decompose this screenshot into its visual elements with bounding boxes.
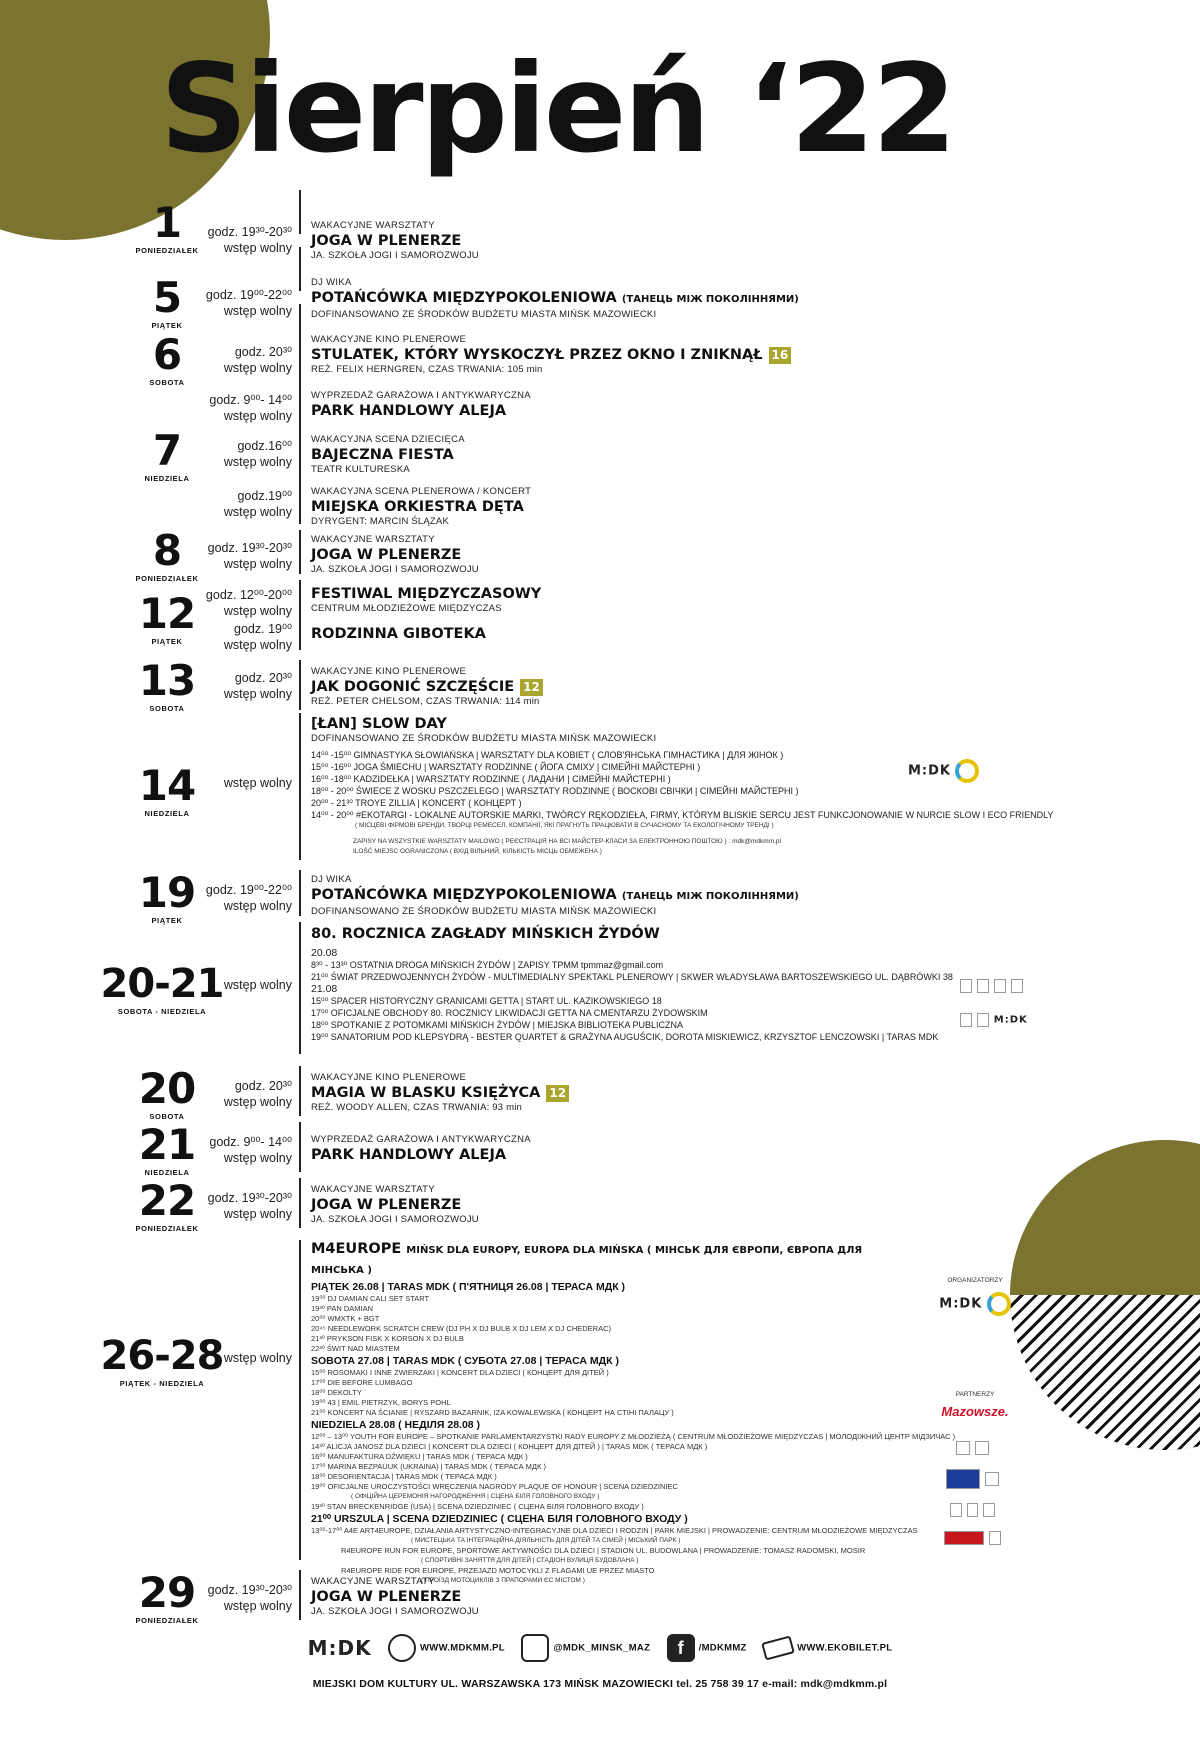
schedule-line: 17⁰⁰ MARINA BEZPAUUK (UKRAINA) | TARAS MDK ( ТЕРАСА МДК ) — [311, 1462, 546, 1471]
separator-line — [299, 530, 301, 574]
schedule-line: 18⁰⁰ SPOTKANIE Z POTOMKAMI MIŃSKICH ŻYDÓW | MIEJSKA BIBLIOTEKA PUBLICZNA — [311, 1020, 683, 1030]
schedule-line: 18⁰⁰ DESORIENTACJA | TARAS MDK ( ТЕРАСА МДК ) — [311, 1472, 497, 1481]
event-title: M4EUROPE MIŃSK DLA EUROPY, EUROPA DLA MIŃSKA ( МІНСЬК ДЛЯ ЄВРОПИ, ЄВРОПА ДЛЯ МІНСЬКА ) — [311, 1241, 863, 1276]
sponsor-logos — [908, 759, 979, 783]
event-time: wstęp wolny — [223, 776, 292, 790]
partner-logos — [960, 1011, 1110, 1029]
partners-label: PARTNERZY — [955, 1391, 995, 1398]
day-number: 22 — [138, 1176, 196, 1225]
event-info — [311, 334, 1071, 376]
day-label — [97, 1335, 227, 1388]
event-title: PARK HANDLOWY ALEJA — [311, 403, 507, 419]
event-title: POTAŃCÓWKA MIĘDZYPOKOLENIOWA (ТАНЕЦЬ МІЖ ПОКОЛІННЯМИ) — [311, 290, 799, 306]
mdk-logo: M:DK — [993, 1014, 1028, 1026]
separator-line — [299, 304, 301, 524]
separator-line — [299, 580, 301, 650]
age-rating-badge: 12 — [520, 679, 543, 696]
event-subtitle: TEATR KULTURESKA — [311, 464, 410, 475]
date-heading: 20.08 — [311, 947, 338, 959]
event-info — [311, 277, 1071, 321]
event-title: RODZINNA GIBOTEKA — [311, 626, 486, 642]
event-info — [311, 925, 1071, 1043]
day-number: 19 — [138, 868, 196, 917]
day-heading: 21⁰⁰ URSZULA | SCENA DZIEDZINIEC ( СЦЕНА БІЛЯ ГОЛОВНОГО ВХОДУ ) — [311, 1513, 688, 1525]
event-category: DJ WIKA — [311, 277, 352, 288]
day-number: 13 — [138, 656, 196, 705]
event-info — [311, 585, 1071, 615]
event-subtitle: JA. SZKOŁA JOGI I SAMOROZWOJU — [311, 250, 479, 261]
schedule-line: 22³⁰ ŚWIT NAD MIASTEM — [311, 1344, 400, 1353]
event-time: godz. 20³⁰ wstęp wolny — [223, 671, 292, 701]
event-title: JAK DOGONIĆ SZCZĘŚCIE 12 — [311, 678, 1071, 696]
partner-logo — [989, 1531, 1001, 1545]
day-name: PIĄTEK — [151, 916, 183, 925]
event-time: godz. 19⁰⁰-22⁰⁰ wstęp wolny — [205, 883, 292, 913]
event-time: godz. 19³⁰-20³⁰ wstęp wolny — [207, 1191, 292, 1221]
event-category: WAKACYJNA SCENA PLENEROWA / KONCERT — [311, 486, 532, 497]
event-time: godz. 19⁰⁰-22⁰⁰ wstęp wolny — [205, 288, 292, 318]
event-title: STULATEK, KTÓRY WYSKOCZYŁ PRZEZ OKNO I ZNIKNĄŁ 16 — [311, 346, 1071, 364]
schedule-line: 14⁰⁰ - 20⁰⁰ #EKOTARGI - LOKALNE AUTORSKIE MARKI, TWÓRCY RĘKODZIEŁA, FIRMY, KTÓRYM BLISKIE SERCU JEST FUNKCJONOWANIE W NURCIE SLOW I ECO FRIENDLY — [311, 810, 1054, 820]
facebook-icon: f — [667, 1634, 695, 1662]
day-number: 12 — [138, 589, 196, 638]
schedule-line: 19⁰⁰ 43 | EMIL PIETRZYK, BORYS POHL — [311, 1398, 451, 1407]
tickets-link[interactable]: WWW.EKOBILET.PL — [797, 1642, 893, 1654]
schedule-line: 20⁰⁰ - 21³⁰ TROYE ZILLIA | KONCERT ( КОНЦЕРТ ) — [311, 798, 522, 808]
day-number: 21 — [138, 1120, 196, 1169]
mdk-logo: M:DK — [939, 1296, 983, 1312]
day-number: 8 — [152, 526, 182, 575]
separator-line — [299, 1178, 301, 1228]
event-title: JOGA W PLENERZE — [311, 1589, 462, 1605]
mdk-logo: M:DK — [307, 1636, 372, 1660]
mazowsze-logo: Mazowsze. — [941, 1404, 1009, 1419]
instagram-link[interactable]: @MDK_MINSK_MAZ — [553, 1642, 651, 1654]
event-time: godz.16⁰⁰ wstęp wolny — [223, 439, 292, 469]
event-title: FESTIWAL MIĘDZYCZASOWY — [311, 586, 542, 602]
day-name: SOBOTA — [149, 1112, 185, 1121]
partner-logo — [994, 979, 1006, 993]
event-subtitle: REŻ. PETER CHELSOM, CZAS TRWANIA: 114 min — [311, 696, 540, 707]
separator-line — [299, 870, 301, 916]
partners-block — [920, 1390, 1030, 1547]
event-category: WYPRZEDAŻ GARAŻOWA I ANTYKWARYCZNA — [311, 390, 531, 401]
day-label — [97, 1064, 237, 1121]
footer-links — [0, 1634, 1200, 1662]
translation-note: ( МІСЦЕВІ ФІРМОВІ БРЕНДИ, ТВОРЦІ РЕМЕСЕЛ, КОМПАНІЇ, ЯКІ ПРАГНУТЬ ПРАЦЮВАТИ В СУЧАСНОМУ ТА ЕКОЛОГІЧНОМУ ТРЕНДІ ) — [355, 822, 774, 829]
partner-logo — [977, 1013, 989, 1027]
schedule-line: 20⁴⁵ NEEDLEWORK SCRATCH CREW (DJ PH X DJ BULB X DJ LEM X DJ CHEDERAC) — [311, 1324, 611, 1333]
schedule-line: 18⁰⁰ DEKOLTY — [311, 1388, 362, 1397]
event-info — [311, 1134, 1071, 1164]
event-subtitle: DOFINANSOWANO ZE ŚRODKÓW BUDŻETU MIASTA MIŃSK MAZOWIECKI — [311, 309, 657, 320]
day-label — [97, 761, 237, 818]
age-rating-badge: 12 — [546, 1085, 569, 1102]
partner-logo — [977, 979, 989, 993]
separator-line — [299, 713, 301, 860]
partner-logo — [950, 1503, 962, 1517]
day-heading: SOBOTA 27.08 | TARAS MDK ( СУБОТА 27.08 | ТЕРАСА МДК ) — [311, 1355, 619, 1367]
day-name: PONIEDZIAŁEK — [135, 1616, 199, 1625]
event-title: BAJECZNA FIESTA — [311, 447, 454, 463]
event-time: godz. 9⁰⁰- 14⁰⁰ wstęp wolny — [209, 393, 292, 423]
day-name: SOBOTA — [149, 378, 185, 387]
event-category: WAKACYJNE WARSZTATY — [311, 1184, 435, 1195]
separator-line — [299, 660, 301, 710]
decor-stripes — [1010, 1295, 1200, 1450]
day-label — [97, 963, 227, 1016]
partner-logo — [960, 979, 972, 993]
day-label — [97, 330, 237, 387]
event-info — [311, 220, 1071, 262]
day-name: NIEDZIELA — [144, 809, 190, 818]
day-name: SOBOTA - NIEDZIELA — [117, 1007, 207, 1016]
event-info — [311, 625, 1071, 643]
city-logo — [955, 759, 979, 783]
partner-logo-row — [920, 1501, 1030, 1519]
separator-line — [299, 1066, 301, 1116]
event-category: WAKACYJNA SCENA DZIECIĘCA — [311, 434, 465, 445]
event-time: godz.19⁰⁰ wstęp wolny — [223, 489, 292, 519]
event-info — [311, 390, 1071, 420]
day-heading: PIĄTEK 26.08 | TARAS MDK ( П'ЯТНИЦЯ 26.08 | ТЕРАСА МДК ) — [311, 1281, 626, 1293]
translation-note: ( ПРОЇЗД МОТОЦИКЛІВ З ПРАПОРАМИ ЄС МІСТОМ ) — [421, 1577, 585, 1584]
website-link[interactable]: WWW.MDKMM.PL — [420, 1642, 505, 1654]
schedule-line: 17⁰⁰ DIE BEFORE LUMBAGO — [311, 1378, 413, 1387]
event-subtitle: JA. SZKOŁA JOGI I SAMOROZWOJU — [311, 1606, 479, 1617]
event-info — [311, 666, 1071, 708]
schedule-line: 14⁰⁰ -15⁰⁰ GIMNASTYKA SŁOWIAŃSKA | WARSZTATY DLA KOBIET ( СЛОВ'ЯНСЬКА ГІМНАСТИКА | ДЛЯ ЖІНОК ) — [311, 750, 784, 760]
partner-logos — [960, 977, 1110, 995]
event-category: WAKACYJNE WARSZTATY — [311, 534, 435, 545]
schedule-line: 19⁰⁰ SANATORIUM POD KLEPSYDRĄ - BESTER QUARTET & GRAŻYNA AUGUŚCIK, DOROTA MISKIEWICZ, KRZYSZTOF LENCZOWSKI | TARAS MDK — [311, 1032, 939, 1042]
event-time: godz. 20³⁰ wstęp wolny — [223, 1079, 292, 1109]
day-name: PONIEDZIAŁEK — [135, 574, 199, 583]
schedule-line: 19⁰⁰ DJ DAMIAN CALI SET START — [311, 1294, 430, 1303]
event-category: DJ WIKA — [311, 874, 352, 885]
translation-note: ( ОФІЦІЙНА ЦЕРЕМОНІЯ НАГОРОДЖЕННЯ | СЦЕНА БІЛЯ ГОЛОВНОГО ВХОДУ ) — [351, 1493, 600, 1500]
day-name: NIEDZIELA — [144, 474, 190, 483]
event-time: wstęp wolny — [223, 1351, 292, 1365]
separator-line — [299, 1240, 301, 1560]
date-heading: 21.08 — [311, 983, 338, 995]
day-number: 5 — [152, 273, 182, 322]
event-info — [311, 874, 1071, 918]
organizers-block — [920, 1276, 1030, 1316]
day-name: PONIEDZIAŁEK — [135, 1224, 199, 1233]
event-info — [311, 1576, 1071, 1618]
partner-logo — [967, 1503, 979, 1517]
footer-address: MIEJSKI DOM KULTURY UL. WARSZAWSKA 173 MIŃSK MAZOWIECKI tel. 25 758 39 17 e-mail: mdk@mdkmm.pl — [312, 1678, 888, 1690]
separator-line — [299, 247, 301, 291]
schedule-line: 17⁰⁰ OFICJALNE OBCHODY 80. ROCZNICY LIKWIDACJI GETTA NA CMENTARZU ŻYDOWSKIM — [311, 1008, 708, 1018]
day-name: PIĄTEK — [151, 321, 183, 330]
schedule-line: 19⁰⁰ OFICJALNE UROCZYSTOŚCI WRĘCZENIA NAGRODY PLAQUE OF HONOUR | SCENA DZIEDZINIEC — [311, 1482, 678, 1491]
event-info — [311, 434, 1071, 476]
event-info — [311, 715, 1071, 857]
schedule-line: 19³⁰ PAN DAMIAN — [311, 1304, 374, 1313]
schedule-line: 19³⁰ STAN BRECKENRIDGE (USA) | SCENA DZIEDZINIEC ( СЦЕНА БІЛЯ ГОЛОВНОГО ВХОДУ ) — [311, 1502, 644, 1511]
event-subtitle: REŻ. WOODY ALLEN, CZAS TRWANIA: 93 min — [311, 1102, 523, 1113]
schedule-line: 8³⁰ - 13³⁰ OSTATNIA DROGA MIŃSKICH ŻYDÓW | ZAPISY TPMM tpmmaz@gmail.com — [311, 960, 664, 970]
event-subtitle: CENTRUM MŁODZIEŻOWE MIĘDZYCZAS — [311, 603, 502, 614]
day-label — [97, 656, 237, 713]
event-info — [311, 534, 1071, 576]
day-number: 20-21 — [100, 961, 224, 1007]
ticket-icon — [761, 1635, 795, 1660]
translation-note: ( МИСТЕЦЬКА ТА ІНТЕГРАЦІЙНА ДІЯЛЬНІСТЬ ДЛЯ ДІТЕЙ ТА СІМЕЙ | МІСЬКИЙ ПАРК ) — [411, 1537, 681, 1544]
day-number: 26-28 — [100, 1333, 224, 1379]
mdk-logo: M:DK — [908, 763, 951, 779]
event-category: WAKACYJNE KINO PLENEROWE — [311, 666, 467, 677]
instagram-icon — [521, 1634, 549, 1662]
day-heading: NIEDZIELA 28.08 ( НЕДІЛЯ 28.08 ) — [311, 1419, 481, 1431]
day-number: 7 — [152, 426, 182, 475]
globe-icon — [388, 1634, 416, 1662]
event-title: JOGA W PLENERZE — [311, 233, 462, 249]
schedule-line: 21⁰⁰ KONCERT NA ŚCIANIE | RYSZARD BAZARNIK, IZA KOWALEWSKA ( КОНЦЕРТ НА СТІНІ ПАЛАЦУ ) — [311, 1408, 674, 1417]
event-info — [311, 1184, 1071, 1226]
event-time: godz. 19⁰⁰ wstęp wolny — [223, 622, 292, 652]
event-title: MAGIA W BLASKU KSIĘŻYCA 12 — [311, 1084, 1071, 1102]
event-subtitle: JA. SZKOŁA JOGI I SAMOROZWOJU — [311, 1214, 479, 1225]
event-time: godz. 19³⁰-20³⁰ wstęp wolny — [207, 1583, 292, 1613]
day-number: 1 — [152, 198, 182, 247]
event-title: 80. ROCZNICA ZAGŁADY MIŃSKICH ŻYDÓW — [311, 926, 660, 942]
event-title: POTAŃCÓWKA MIĘDZYPOKOLENIOWA (ТАНЕЦЬ МІЖ ПОКОЛІННЯМИ) — [311, 887, 799, 903]
event-subtitle: REŻ. FELIX HERNGREN, CZAS TRWANIA: 105 min — [311, 364, 543, 375]
schedule-line: 21³⁰ PRYKSON FISK X KORSON X DJ BULB — [311, 1334, 464, 1343]
age-rating-badge: 16 — [769, 347, 792, 364]
day-number: 6 — [152, 330, 182, 379]
day-number: 29 — [138, 1568, 196, 1617]
schedule-line: R4EUROPE RIDE FOR EUROPE, PRZEJAZD MOTOCYKLI Z FLAGAMI UE PRZEZ MIASTO — [341, 1566, 655, 1575]
partner-logo-row — [920, 1469, 1030, 1489]
event-title: JOGA W PLENERZE — [311, 547, 462, 563]
schedule-line: 18⁰⁰ - 20⁰⁰ ŚWIECE Z WOSKU PSZCZELEGO | WARSZTATY RODZINNE ( ВОСКОВІ СВІЧКИ | СІМЕЙНІ МАЙСТЕРНІ ) — [311, 786, 799, 796]
schedule-line: 21⁰⁰ ŚWIAT PRZEDWOJENNYCH ŻYDÓW - MULTIMEDIALNY SPEKTAKL PLENEROWY | SKWER WŁADYSŁAWA BARTOSZEWSKIEGO UL. DĄBRÓWKI 38 — [311, 972, 953, 982]
day-name: PIĄTEK - NIEDZIELA — [119, 1379, 205, 1388]
schedule-line: 14³⁰ ALICJA JANOSZ DLA DZIECI | KONCERT DLA DZIECI ( КОНЦЕРТ ДЛЯ ДІТЕЙ ) | TARAS MDK ( ТЕРАСА МДК ) — [311, 1442, 708, 1451]
event-time: godz. 9⁰⁰- 14⁰⁰ wstęp wolny — [209, 1135, 292, 1165]
translation-note: ( СПОРТИВНІ ЗАНЯТТЯ ДЛЯ ДІТЕЙ | СТАДІОН ВУЛИЦЯ БУДОВЛАНА ) — [421, 1557, 639, 1564]
event-subtitle: JA. SZKOŁA JOGI I SAMOROZWOJU — [311, 564, 479, 575]
event-category: WYPRZEDAŻ GARAŻOWA I ANTYKWARYCZNA — [311, 1134, 531, 1145]
partner-logo-row — [920, 1439, 1030, 1457]
schedule-line: 15⁰⁰ SPACER HISTORYCZNY GRANICAMI GETTA | START UL. KAZIKOWSKIEGO 18 — [311, 996, 662, 1006]
partner-logo — [944, 1531, 984, 1545]
event-info — [311, 1072, 1071, 1114]
partner-logo — [960, 1013, 972, 1027]
partner-logo — [1011, 979, 1023, 993]
event-title: [ŁAN] SLOW DAY — [311, 716, 447, 732]
event-title: PARK HANDLOWY ALEJA — [311, 1147, 507, 1163]
event-time: godz. 12⁰⁰-20⁰⁰ wstęp wolny — [205, 588, 292, 618]
day-name: SOBOTA — [149, 704, 185, 713]
event-title: JOGA W PLENERZE — [311, 1197, 462, 1213]
day-number: 14 — [138, 761, 196, 810]
event-time: godz. 19³⁰-20³⁰ wstęp wolny — [207, 541, 292, 571]
schedule-line: 13⁰⁰-17⁰⁰ A4E ART4EUROPE, DZIAŁANIA ARTYSTYCZNO-INTEGRACYJNE DLA DZIECI I RODZIN | PARK MIEJSKI | PROWADZENIE: CENTRUM MŁODZIEŻOWE MIĘDZYCZAS — [311, 1526, 918, 1535]
schedule-line: 16⁰⁰ -18⁰⁰ KADZIDEŁKA | WARSZTATY RODZINNE ( ЛАДАНИ | СІМЕЙНІ МАЙСТЕРНІ ) — [311, 774, 671, 784]
partner-logo-row — [920, 1529, 1030, 1547]
schedule-line: 15⁰⁰ -16⁰⁰ JOGA ŚMIECHU | WARSZTATY RODZINNE ( ЙОГА СМІХУ | СІМЕЙНІ МАЙСТЕРНІ ) — [311, 762, 701, 772]
partner-logo — [983, 1503, 995, 1517]
page-title: Sierpień ‘22 — [160, 38, 954, 180]
event-category: WAKACYJNE WARSZTATY — [311, 1576, 435, 1587]
partner-logo — [975, 1441, 989, 1455]
event-subtitle: DOFINANSOWANO ZE ŚRODKÓW BUDŻETU MIASTA MIŃSK MAZOWIECKI — [311, 733, 657, 744]
event-info — [311, 486, 1071, 528]
registration-note: ZAPISY NA WSZYSTKIE WARSZTATY MAILOWO ( РЕЄСТРАЦІЯ НА ВСІ МАЙСТЕР-КЛАСИ ЗА ЕЛЕКТРОННОЮ ПОШТОЮ ) : mdk@mdkmm.pl — [353, 838, 781, 845]
day-name: NIEDZIELA — [144, 1168, 190, 1177]
event-info — [311, 1240, 956, 1586]
schedule-line: 15⁰⁰ ROSOMAKI I INNE ZWIERZAKI | KONCERT DLA DZIECI ( КОНЦЕРТ ДЛЯ ДІТЕЙ ) — [311, 1368, 609, 1377]
event-time: godz. 20³⁰ wstęp wolny — [223, 345, 292, 375]
separator-line — [299, 190, 301, 234]
event-title: MIEJSKA ORKIESTRA DĘTA — [311, 499, 524, 515]
schedule-line: R4EUROPE RUN FOR EUROPE, SPORTOWE AKTYWNOŚCI DLA DZIECI | STADION UL. BUDOWLANA | PROWADZENIE: TOMASZ RADOMSKI, MOSIR — [341, 1546, 866, 1555]
event-subtitle: DYRYGENT: MARCIN ŚLĄZAK — [311, 516, 449, 527]
schedule-line: 20⁰⁰ WMXTK + BGT — [311, 1314, 380, 1323]
event-time: godz. 19³⁰-20³⁰ wstęp wolny — [207, 225, 292, 255]
separator-line — [299, 1570, 301, 1620]
day-name: PONIEDZIAŁEK — [135, 246, 199, 255]
day-label — [97, 426, 237, 483]
schedule-line: 12⁰⁰ – 13⁰⁰ YOUTH FOR EUROPE – SPOTKANIE PARLAMENTARZYSTKI RADY EUROPY Z MŁODZIEŻĄ ( CENTRUM MŁODZIEŻOWE MIĘDZYCZAS | МОЛОДІЖНИЙ ЦЕНТР МІДЗИЧАС ) — [311, 1432, 956, 1441]
partner-logo — [956, 1441, 970, 1455]
separator-line — [299, 1122, 301, 1172]
day-name: PIĄTEK — [151, 637, 183, 646]
city-logo — [987, 1292, 1011, 1316]
event-subtitle: DOFINANSOWANO ZE ŚRODKÓW BUDŻETU MIASTA MIŃSK MAZOWIECKI — [311, 906, 657, 917]
event-category: WAKACYJNE KINO PLENEROWE — [311, 1072, 467, 1083]
council-of-europe-logo — [946, 1469, 980, 1489]
day-number: 20 — [138, 1064, 196, 1113]
partner-logo — [985, 1472, 999, 1486]
event-category: WAKACYJNE WARSZTATY — [311, 220, 435, 231]
facebook-link[interactable]: /MDKMMZ — [698, 1642, 747, 1654]
organizers-label: ORGANIZATORZY — [947, 1277, 1003, 1284]
separator-line — [299, 922, 301, 1054]
schedule-line: 16⁰⁰ MANUFAKTURA DŹWIĘKU | TARAS MDK ( ТЕРАСА МДК ) — [311, 1452, 528, 1461]
event-category: WAKACYJNE KINO PLENEROWE — [311, 334, 467, 345]
capacity-note: ILOŚĆ MIEJSC OGRANICZONA ( ВХІД ВІЛЬНИЙ, КІЛЬКІСТЬ МІСЦЬ ОБМЕЖЕНА ) — [353, 848, 602, 855]
event-time: wstęp wolny — [223, 978, 292, 992]
